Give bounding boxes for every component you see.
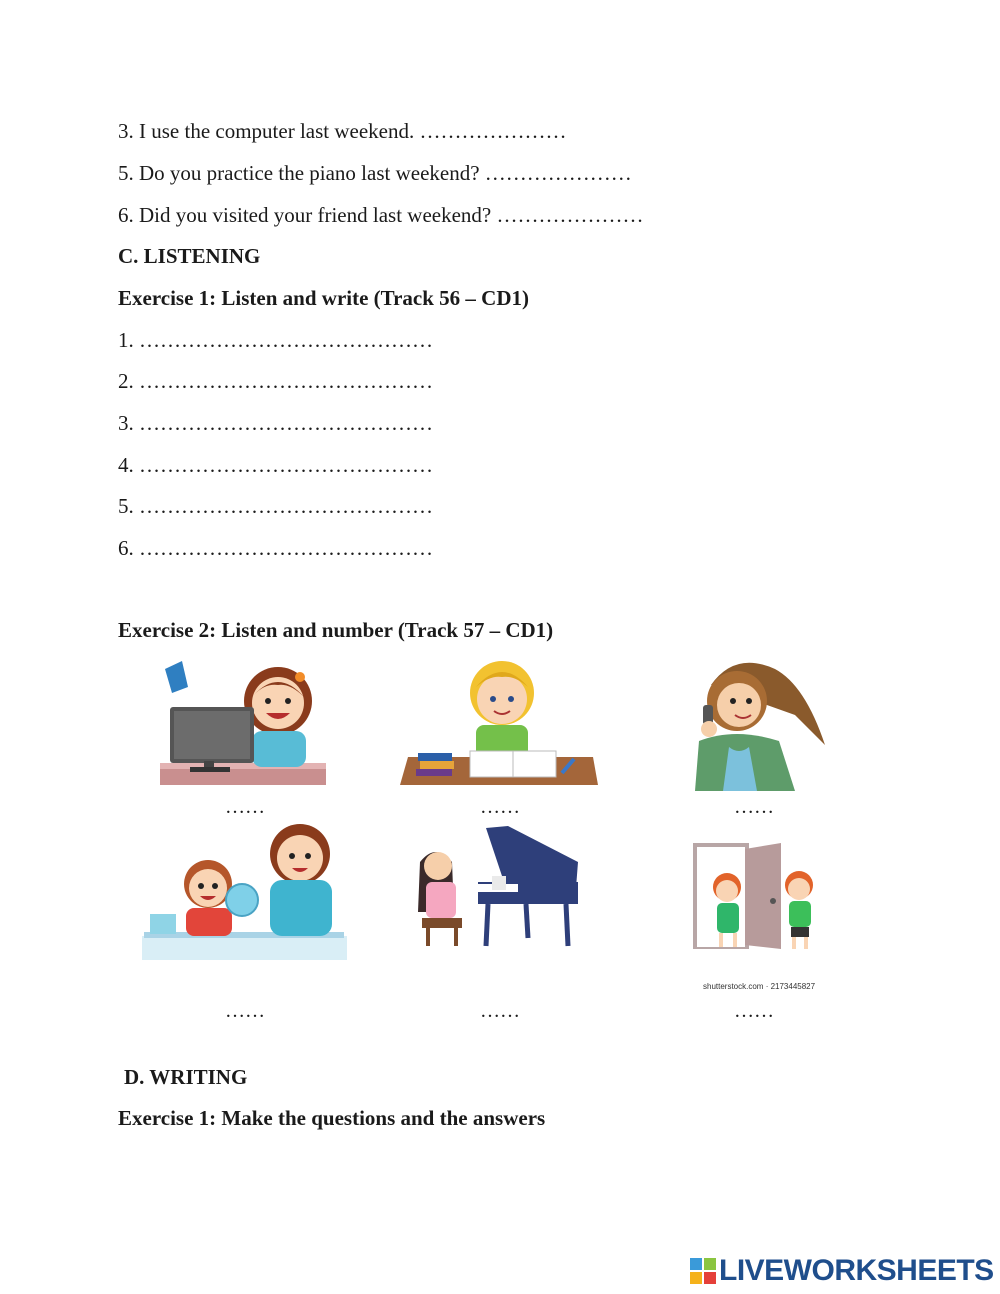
picture-1-number-blank[interactable]: …… — [225, 796, 265, 818]
liveworksheets-logo[interactable] — [690, 1254, 994, 1288]
writing-exercise1-title: Exercise 1: Make the questions and the answers — [118, 1106, 546, 1130]
grammar-item-3: 3. I use the computer last weekend. ………………… — [118, 119, 567, 143]
exercise2-title: Exercise 2: Listen and number (Track 57 – CD1) — [118, 618, 554, 642]
girl-playing-piano-picture — [416, 822, 581, 952]
boy-doing-homework-picture — [398, 657, 603, 789]
children-visiting-friend-at-door-picture — [683, 843, 828, 953]
picture-5-number-blank[interactable]: …… — [480, 1000, 520, 1022]
girl-talking-on-phone-picture — [675, 655, 835, 791]
picture-6-number-blank[interactable]: …… — [734, 1000, 774, 1022]
answer-line-4[interactable]: 4. …………………………………… — [118, 453, 433, 477]
answer-line-3[interactable]: 3. …………………………………… — [118, 411, 433, 435]
exercise1-title: Exercise 1: Listen and write (Track 56 – CD1) — [118, 286, 529, 310]
logo-text: LIVEWORKSHEETS — [719, 1254, 994, 1287]
picture-2-number-blank[interactable]: …… — [480, 796, 520, 818]
stock-photo-credit: shutterstock.com · 2173445827 — [703, 982, 816, 991]
answer-line-2[interactable]: 2. …………………………………… — [118, 369, 433, 393]
answer-line-5[interactable]: 5. …………………………………… — [118, 494, 433, 518]
listening-heading: C. LISTENING — [118, 244, 261, 268]
answer-line-1[interactable]: 1. …………………………………… — [118, 328, 433, 352]
answer-line-6[interactable]: 6. …………………………………… — [118, 536, 433, 560]
girl-using-computer-picture — [160, 657, 330, 789]
boy-washing-dishes-with-mother-picture — [142, 818, 347, 962]
grammar-item-5: 5. Do you practice the piano last weekend? ………………… — [118, 161, 632, 185]
picture-4-number-blank[interactable]: …… — [225, 1000, 265, 1022]
grammar-item-6: 6. Did you visited your friend last weekend? ………………… — [118, 203, 644, 227]
liveworksheets-logo-icon — [690, 1258, 716, 1284]
writing-heading: D. WRITING — [124, 1065, 248, 1089]
picture-3-number-blank[interactable]: …… — [734, 796, 774, 818]
